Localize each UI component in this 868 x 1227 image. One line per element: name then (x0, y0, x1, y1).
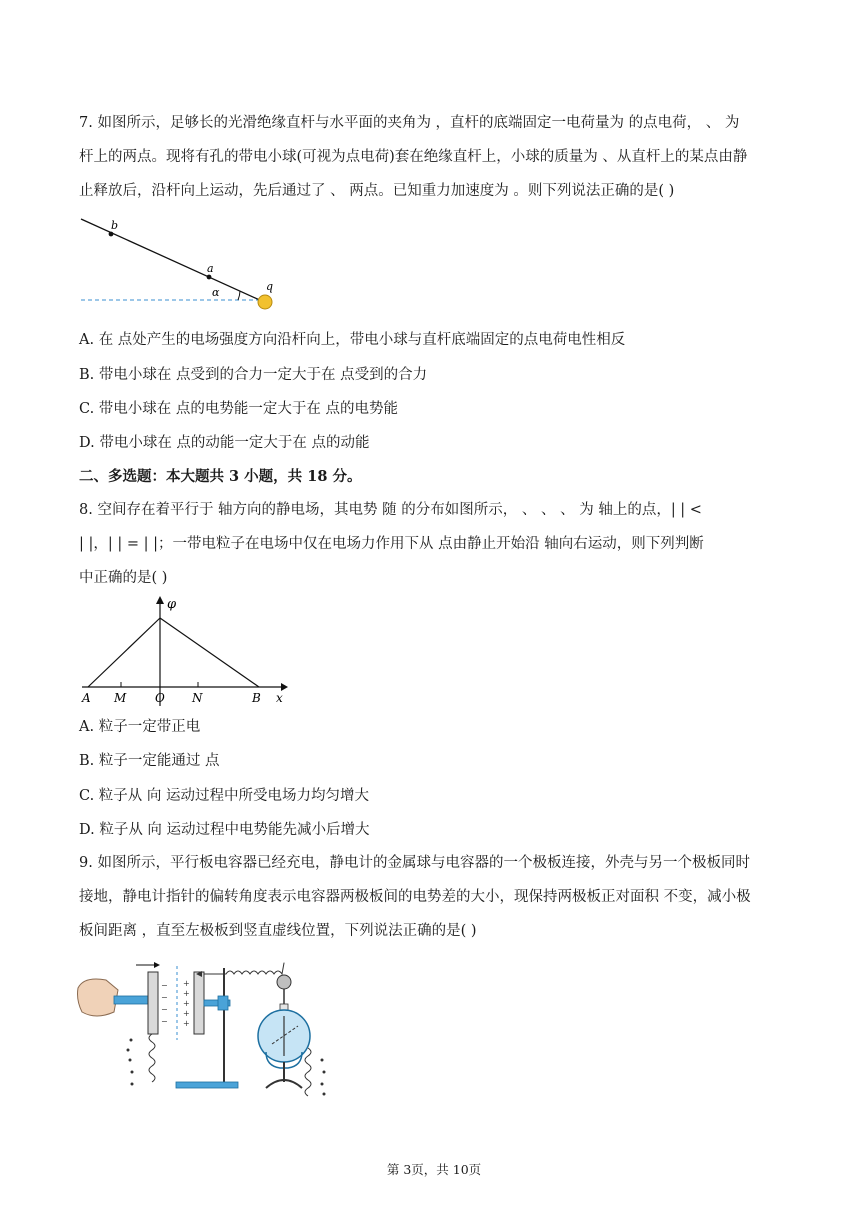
q8-option-d[interactable]: D. 粒子从 向 运动过程中电势能先减小后增大 (79, 822, 370, 838)
q8-line-2: | |，| | = | |；一带电粒子在电场中仅在电场力作用下从 点由静止开始沿 轴向右运动，则下列判断 (79, 536, 704, 552)
section-heading-multiple-choice: 二、多选题：本大题共 3 小题，共 18 分。 (79, 468, 362, 485)
svg-text:+: + (183, 999, 190, 1008)
q7-option-a[interactable]: A. 在 点处产生的电场强度方向沿杆向上，带电小球与直杆底端固定的点电荷电性相反 (79, 332, 626, 348)
q7-line-2: 杆上的两点。现将有孔的带电小球(可视为点电荷)套在绝缘直杆上，小球的质量为 、从直杆上的某点由静 (79, 149, 748, 165)
q7-line-1: 7. 如图所示，足够长的光滑绝缘直杆与水平面的夹角为 ，直杆的底端固定一电荷量为 的点电荷， 、 为 (79, 115, 740, 131)
q7-label-alpha: α (212, 286, 220, 299)
q8-label-phi: φ (167, 597, 177, 612)
svg-text:+: + (183, 1019, 190, 1028)
svg-text:+: + (183, 1009, 190, 1018)
q7-option-d[interactable]: D. 带电小球在 点的动能一定大于在 点的动能 (79, 435, 370, 451)
q8-line-1: 8. 空间存在着平行于 轴方向的静电场，其电势 随 的分布如图所示， 、 、 、 为 轴上的点，| | < (79, 502, 702, 518)
q9-line-3: 板间距离 ，直至左极板到竖直虚线位置，下列说法正确的是( ) (79, 923, 477, 939)
q9-line-2: 接地，静电计指针的偏转角度表示电容器两极板间的电势差的大小，现保持两极板正对面积 不变，减小极 (79, 889, 751, 905)
svg-text:−: − (161, 1017, 168, 1026)
svg-text:−: − (161, 981, 168, 990)
q7-label-a: a (207, 262, 214, 275)
svg-text:−: − (161, 993, 168, 1002)
q8-option-b[interactable]: B. 粒子一定能通过 点 (79, 753, 220, 769)
q7-option-c[interactable]: C. 带电小球在 点的电势能一定大于在 点的电势能 (79, 401, 399, 417)
q7-line-3: 止释放后，沿杆向上运动，先后通过了 、 两点。已知重力加速度为 。则下列说法正确的是( ) (79, 183, 675, 199)
q8-option-c[interactable]: C. 粒子从 向 运动过程中所受电场力均匀增大 (79, 788, 370, 804)
q8-option-a[interactable]: A. 粒子一定带正电 (79, 719, 201, 735)
page-footer: 第 3页，共 10页 (386, 1162, 482, 1177)
q8-label-o: O (155, 691, 165, 705)
q7-option-b[interactable]: B. 带电小球在 点受到的合力一定大于在 点受到的合力 (79, 367, 428, 383)
q7-label-b: b (111, 219, 119, 232)
svg-text:−: − (161, 1005, 168, 1014)
q7-label-q: q (266, 280, 274, 293)
q7-figure-inclined-rod (78, 214, 288, 314)
q8-label-n: N (192, 691, 203, 705)
svg-text:+: + (183, 989, 190, 998)
q8-label-x: x (276, 691, 283, 705)
svg-text:+: + (183, 979, 190, 988)
q8-figure-potential-graph (76, 592, 291, 710)
q9-line-1: 9. 如图所示，平行板电容器已经充电，静电计的金属球与电容器的一个极板连接，外壳与另一个极板同时 (79, 855, 750, 871)
q9-figure-capacitor-electrometer (76, 948, 346, 1100)
q8-line-3: 中正确的是( ) (79, 570, 168, 586)
q8-label-a: A (82, 691, 91, 705)
q8-label-b: B (252, 691, 261, 705)
q8-label-m: M (114, 691, 127, 705)
